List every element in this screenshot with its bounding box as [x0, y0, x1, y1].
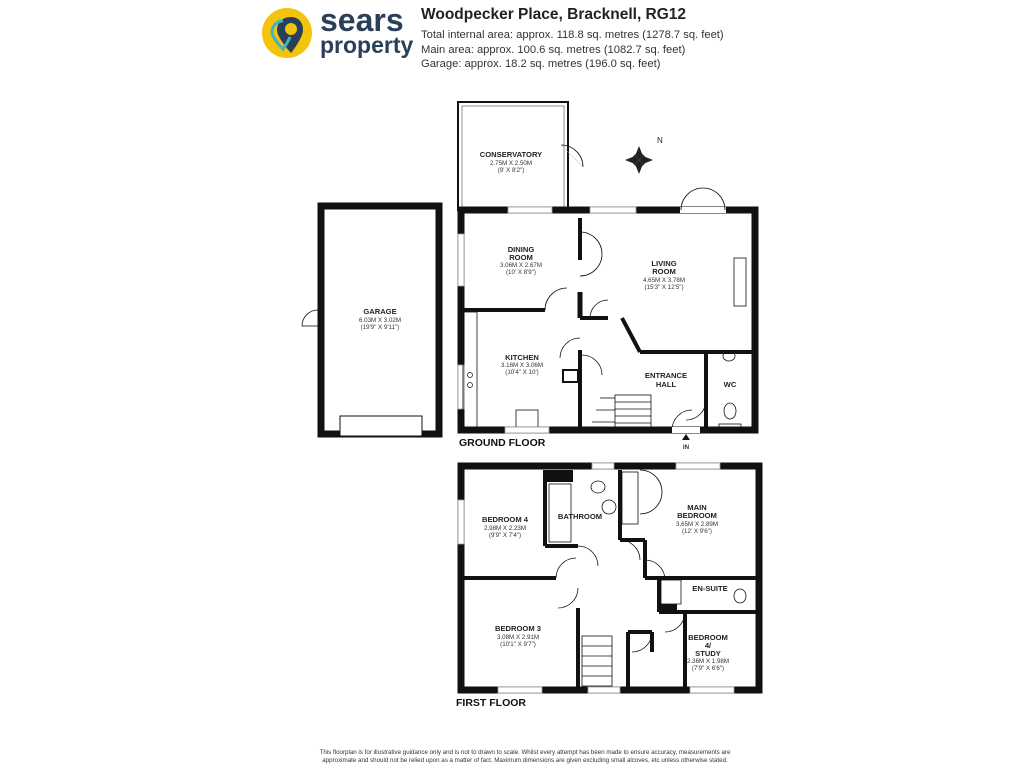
conservatory-dim-ft: (9' X 8'2") [497, 167, 525, 174]
living-dim-ft: (15'3" X 12'5") [644, 284, 684, 291]
main-bedroom-dim-ft: (12' X 9'6") [681, 528, 713, 535]
bedroom3-dim-ft: (10'1" X 9'7") [500, 641, 536, 648]
total-area: Total internal area: approx. 118.8 sq. metres (1278.7 sq. feet) [421, 29, 724, 41]
brand-name-line1: sears [320, 2, 404, 38]
bathroom-name: BATHROOM [557, 512, 603, 521]
bedroom4-dim-m: 2.98M X 2.23M [484, 525, 526, 532]
study-name-1: BEDROOM [688, 633, 728, 642]
disclaimer [290, 749, 760, 765]
wc-name: WC [723, 380, 737, 389]
kitchen-name: KITCHEN [505, 353, 539, 362]
conservatory-dim-m: 2.75M X 2.50M [490, 160, 532, 167]
ground-floor-label: GROUND FLOOR [459, 437, 546, 449]
dining-name-1: DINING [507, 245, 535, 254]
entrance-marker: IN [682, 444, 690, 451]
main-bedroom-name-2: BEDROOM [677, 511, 717, 520]
dining-dim-m: 3.06M X 2.67M [500, 262, 542, 269]
garage-name: GARAGE [363, 307, 397, 316]
main-bedroom-name-1: MAIN [687, 503, 707, 512]
disclaimer-line-1: This floorplan is for illustrative guidance only and is not to drawn to scale. Whilst every attempt has been made to ensure accuracy, measurements are [319, 749, 731, 756]
compass-icon [625, 136, 663, 174]
study-dim-m: 2.36M X 1.98M [687, 658, 729, 665]
disclaimer-line-2: approximate and should not be relied upon as a matter of fact. Maximum dimensions are given excluding small alcoves, etc unless otherwise stated. [322, 757, 728, 764]
bedroom4-dim-ft: (9'9" X 7'4") [488, 532, 522, 539]
dining-name-2: ROOM [509, 253, 533, 262]
study-name-2: 4/ [704, 641, 712, 650]
dining-dim-ft: (10' X 8'9") [505, 269, 537, 276]
main-bedroom-dim-m: 3.65M X 2.89M [676, 521, 718, 528]
entrance-hall-name-2: HALL [655, 380, 677, 389]
garage-dim-ft: (19'9" X 9'11") [360, 324, 400, 331]
main-area: Main area: approx. 100.6 sq. metres (1082.7 sq. feet) [421, 43, 686, 56]
kitchen-dim-ft: (10'4" X 10') [505, 369, 539, 376]
bedroom3-dim-m: 3.08M X 2.91M [497, 634, 539, 641]
ensuite-name: EN-SUITE [692, 584, 728, 593]
garage-dim-m: 6.03M X 3.02M [359, 317, 401, 324]
conservatory-name: CONSERVATORY [479, 150, 543, 159]
study-name-3: STUDY [695, 649, 721, 658]
first-floor-labels [482, 503, 729, 672]
bedroom3-name: BEDROOM 3 [495, 624, 541, 633]
bedroom4-name: BEDROOM 4 [482, 515, 528, 524]
property-title: Woodpecker Place, Bracknell, RG12 [421, 6, 687, 23]
compass-north-label: N [657, 136, 663, 145]
living-name-2: ROOM [652, 267, 676, 276]
study-dim-ft: (7'9" X 6'6") [691, 665, 725, 672]
garage-area: Garage: approx. 18.2 sq. metres (196.0 sq. feet) [421, 58, 661, 70]
entrance-hall-name-1: ENTRANCE [644, 371, 688, 380]
ground-floor-labels [359, 150, 737, 451]
first-floor-label: FIRST FLOOR [456, 697, 526, 709]
brand-name-line2: property [320, 32, 414, 58]
kitchen-dim-m: 3.16M X 3.06M [501, 362, 543, 369]
living-name-1: LIVING [651, 259, 677, 268]
living-dim-m: 4.65M X 3.78M [643, 277, 685, 284]
